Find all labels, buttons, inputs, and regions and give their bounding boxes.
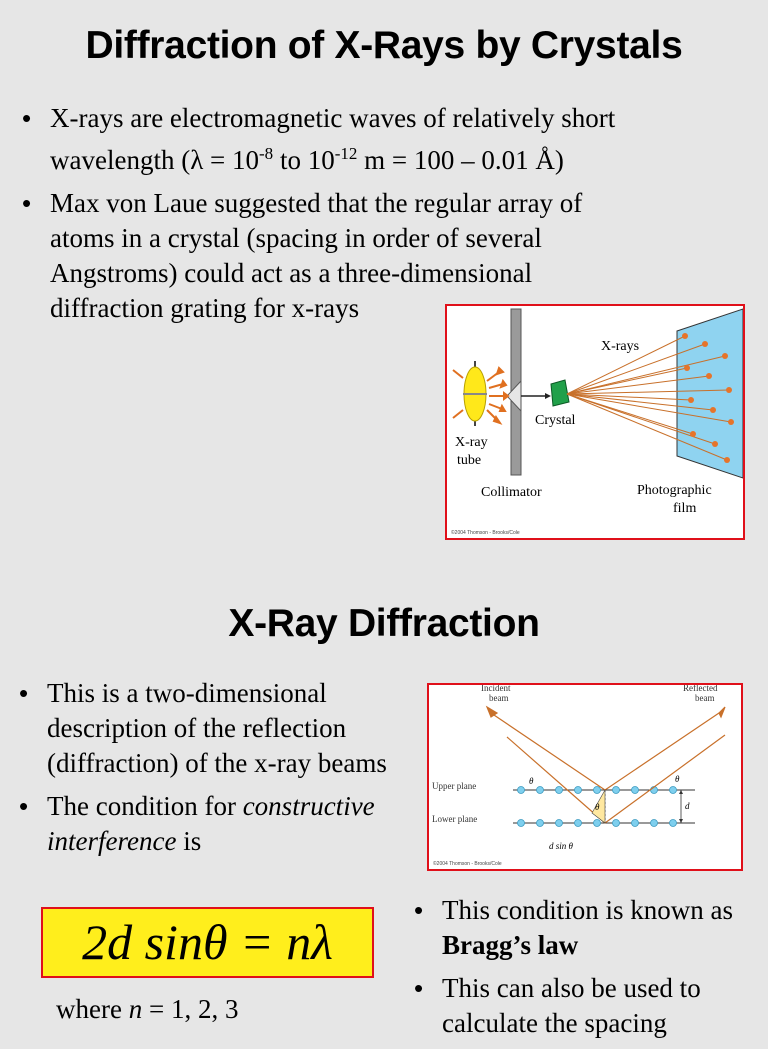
lattice-atom bbox=[575, 787, 582, 794]
bullet-text-prefix: wavelength (λ = 10 bbox=[50, 145, 260, 175]
upper-plane-label: Upper plane bbox=[432, 781, 477, 791]
slide1-title: Diffraction of X-Rays by Crystals bbox=[85, 24, 683, 67]
bragg-diagram bbox=[429, 685, 741, 869]
lattice-atom bbox=[594, 787, 601, 794]
bullet-text: This is a two-dimensional description of the reflection (diffraction) of the x-ray beams bbox=[47, 678, 387, 778]
crystal-label: Crystal bbox=[535, 413, 576, 428]
lattice-atom bbox=[518, 820, 525, 827]
lattice-atom bbox=[556, 820, 563, 827]
tube-label-line1: X-ray bbox=[455, 435, 488, 450]
slide1-bullet-list bbox=[22, 101, 752, 334]
bullet-xray-wavelength bbox=[22, 101, 752, 178]
diffraction-spot bbox=[702, 341, 708, 347]
film-label-line1: Photographic bbox=[637, 483, 712, 498]
where-suffix: = 1, 2, 3 bbox=[142, 994, 239, 1024]
incident-label-line2: beam bbox=[489, 693, 509, 703]
figure-credit: ©2004 Thomson - Brooks/Cole bbox=[433, 861, 502, 867]
theta-right: θ bbox=[675, 774, 680, 784]
bullet-text-mid: to 10 bbox=[273, 145, 335, 175]
dsin-label: d sin θ bbox=[549, 841, 573, 851]
lattice-atom bbox=[575, 820, 582, 827]
bragg-diffraction-figure bbox=[427, 683, 743, 871]
bragg-formula bbox=[41, 907, 374, 978]
xrays-label: X-rays bbox=[601, 339, 640, 354]
lattice-atom bbox=[632, 787, 639, 794]
bullet-calculate-spacing bbox=[414, 971, 764, 1041]
figure-credit: ©2004 Thomson - Brooks/Cole bbox=[451, 530, 520, 536]
diffraction-spot bbox=[706, 373, 712, 379]
diffraction-spot bbox=[710, 407, 716, 413]
lattice-atom bbox=[632, 820, 639, 827]
laue-diffraction-figure bbox=[445, 304, 745, 540]
lattice-atom bbox=[594, 820, 601, 827]
slide2-title: X-Ray Diffraction bbox=[228, 602, 540, 645]
bullet-italic: constructive interference bbox=[47, 791, 375, 856]
diffraction-spot bbox=[690, 431, 696, 437]
reflected-label-line2: beam bbox=[695, 693, 715, 703]
lattice-atom bbox=[613, 787, 620, 794]
tube-label-line2: tube bbox=[457, 453, 482, 468]
bullet-braggs-law bbox=[414, 893, 764, 963]
lattice-atom bbox=[537, 787, 544, 794]
diffraction-spot bbox=[712, 441, 718, 447]
lattice-atom bbox=[556, 787, 563, 794]
diffraction-spot bbox=[722, 353, 728, 359]
exponent-1: -8 bbox=[259, 144, 274, 163]
formula-text: 2d sinθ = nλ bbox=[82, 914, 333, 970]
diffraction-spot bbox=[726, 387, 732, 393]
exponent-2: -12 bbox=[334, 144, 358, 163]
lattice-atom bbox=[518, 787, 525, 794]
diffraction-spot bbox=[684, 365, 690, 371]
film-label-line2: film bbox=[673, 501, 697, 516]
bullet-text: This condition is known as bbox=[442, 895, 733, 925]
slide2-bullet-list-left bbox=[19, 676, 394, 867]
where-line bbox=[56, 992, 238, 1026]
lattice-atom bbox=[670, 820, 677, 827]
theta-left: θ bbox=[529, 776, 534, 786]
where-variable: n bbox=[128, 994, 143, 1024]
bullet-text: The condition for bbox=[47, 791, 243, 821]
where-prefix: where bbox=[56, 994, 129, 1024]
bullet-text: This can also be used to calculate the spacing bbox=[442, 973, 701, 1038]
bullet-text-end: is bbox=[176, 826, 202, 856]
bullet-text: Max von Laue suggested that the regular array of atoms in a crystal (spacing in order of several Angstroms) could act as a three-dimensional diffraction grating for x-rays bbox=[50, 188, 583, 323]
slide2-bullet-list-right bbox=[414, 893, 764, 1049]
laue-diagram bbox=[447, 306, 743, 538]
diffraction-spot bbox=[682, 333, 688, 339]
lower-plane-label: Lower plane bbox=[432, 814, 478, 824]
diffraction-spot bbox=[728, 419, 734, 425]
bullet-constructive-interference bbox=[19, 789, 394, 859]
bullet-bold: Bragg’s law bbox=[442, 930, 579, 960]
diffraction-spot bbox=[688, 397, 694, 403]
bullet-text-suffix: m = 100 – 0.01 Å) bbox=[357, 145, 564, 175]
lattice-atom bbox=[537, 820, 544, 827]
lattice-atom bbox=[613, 820, 620, 827]
bullet-two-dimensional bbox=[19, 676, 394, 781]
theta-inner: θ bbox=[595, 802, 600, 812]
bullet-text-line1: X-rays are electromagnetic waves of relatively short bbox=[50, 103, 616, 133]
crystal-icon bbox=[551, 380, 569, 406]
d-spacing-label: d bbox=[685, 801, 690, 811]
lattice-atom bbox=[651, 820, 658, 827]
xray-tube-icon bbox=[463, 361, 487, 426]
lattice-atom bbox=[670, 787, 677, 794]
collimator-label: Collimator bbox=[481, 485, 542, 500]
incident-label-line1: Incident bbox=[481, 685, 511, 693]
reflected-label-line1: Reflected bbox=[683, 685, 718, 693]
diffraction-spot bbox=[724, 457, 730, 463]
